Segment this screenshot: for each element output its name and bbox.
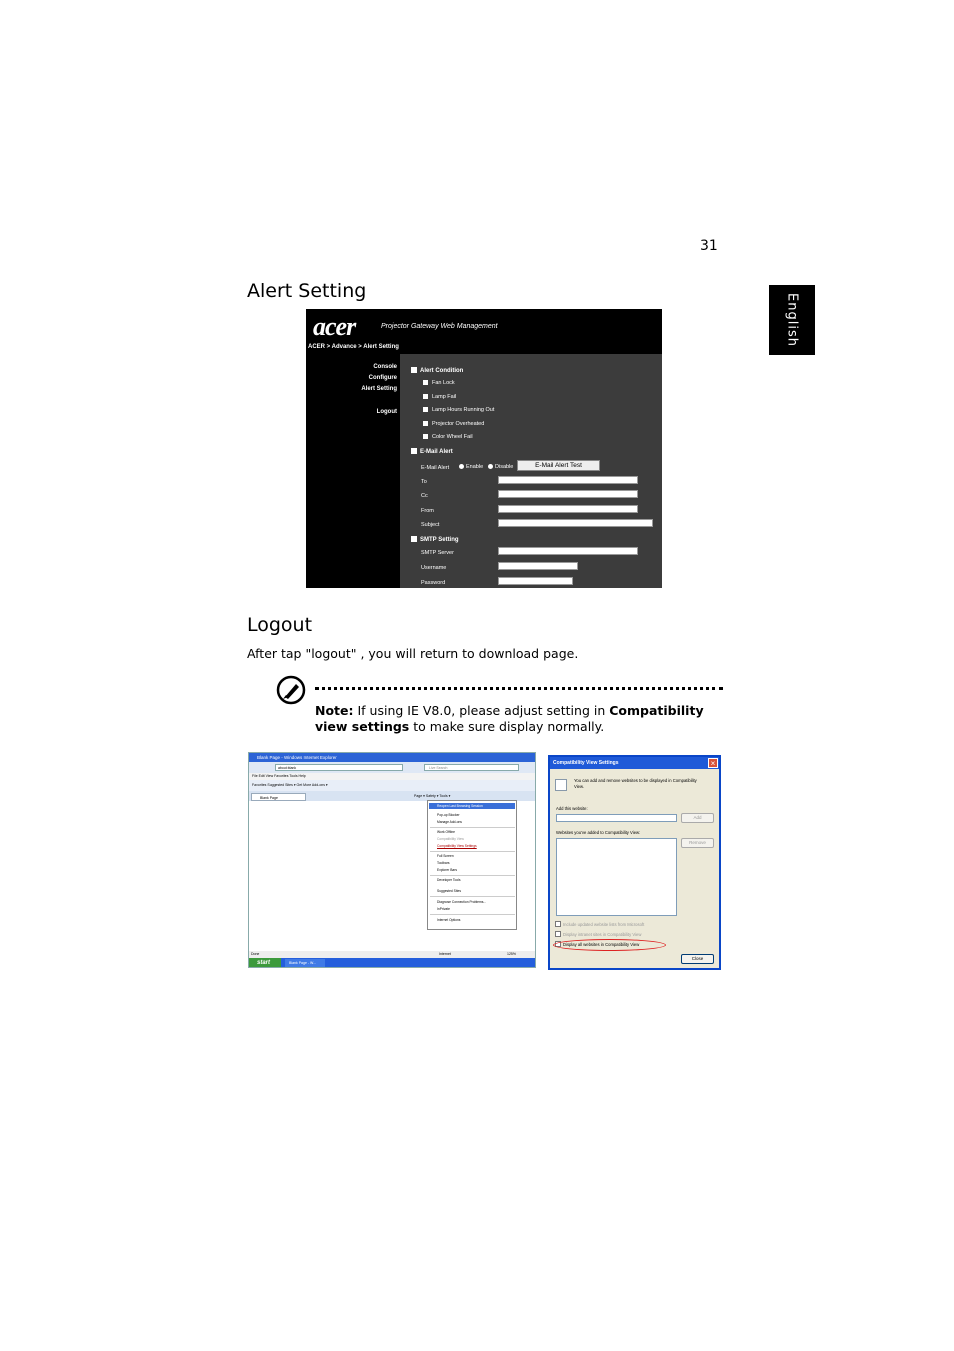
status-text: Done [251,952,260,956]
add-button[interactable]: Add [681,813,714,823]
checkbox-icon [555,921,561,927]
checkbox-icon [423,407,428,412]
tools-menu-item[interactable]: Internet Options [437,918,461,922]
username-input[interactable] [498,562,578,570]
expand-icon [411,448,417,454]
lamp-hours-checkbox[interactable]: Lamp Hours Running Out [423,407,494,413]
page-icon [555,779,567,791]
zone-text: Internet [439,952,451,956]
to-input[interactable] [498,476,638,484]
menu-configure[interactable]: Configure [368,375,397,381]
option-updated-lists[interactable]: Include updated website lists from Microsoft [555,921,644,927]
dialog-intro: You can add and remove websites to be displayed in Compatibility View. [574,778,697,789]
note-icon [276,675,306,705]
lamp-fail-checkbox[interactable]: Lamp Fail [423,394,456,400]
language-tab [769,285,815,355]
logout-description: After tap "logout" , you will return to download page. [247,646,579,661]
remove-button[interactable]: Remove [681,838,714,848]
checkbox-icon [555,931,561,937]
page-number: 31 [700,238,718,254]
tools-menu-item[interactable]: Work Offline [437,830,456,834]
enable-radio[interactable]: Enable [459,464,483,470]
taskbar [249,958,535,968]
compat-view-settings-item[interactable]: Compatibility View Settings [437,844,477,848]
ie-status-bar [249,951,535,958]
close-icon[interactable]: × [708,758,718,768]
menu-separator [430,914,515,915]
from-label: From [421,508,434,514]
logout-heading: Logout [247,614,313,636]
tools-menu-item[interactable]: Full Screen [437,854,454,858]
tools-menu-item[interactable]: Explorer Bars [437,868,457,872]
tools-menu-item[interactable]: Diagnose Connection Problems... [437,900,487,904]
radio-icon [488,464,493,469]
tools-menu-item[interactable]: Pop-up Blocker [437,813,460,817]
breadcrumb: ACER > Advance > Alert Setting [308,344,399,350]
alert-condition-section: Alert Condition [411,367,463,374]
ie-command-bar[interactable]: Page ▾ Safety ▾ Tools ▾ [414,794,451,798]
email-alert-section: E-Mail Alert [411,448,453,455]
menu-separator [430,827,515,828]
ie-tab[interactable]: Blank Page [251,793,306,801]
username-label: Username [421,565,447,571]
tools-menu-item[interactable]: Developer Tools [437,878,461,882]
tools-menu-item[interactable]: Manage Add-ons [437,820,462,824]
web-subtitle: Projector Gateway Web Management [381,323,498,330]
address-input[interactable]: about:blank [275,764,403,771]
dialog-title: Compatibility View Settings [550,757,719,769]
option-intranet[interactable]: Display intranet sites in Compatibility View [555,931,641,937]
compat-view-dialog [548,755,721,970]
highlight-circle [553,939,666,951]
subject-input[interactable] [498,519,653,527]
close-button[interactable]: Close [681,954,714,964]
radio-icon [459,464,464,469]
menu-console[interactable]: Console [373,364,397,370]
ie-favorites-bar[interactable]: Favorites Suggested Sites ▾ Get More Add-ons ▾ [249,780,535,791]
taskbar-window[interactable]: Blank Page - W... [285,959,325,968]
password-input[interactable] [498,577,573,585]
subject-label: Subject [421,522,440,528]
ie-menu-bar[interactable]: File Edit View Favorites Tools Help [249,773,535,780]
option-all-websites[interactable]: Display all websites in Compatibility View [555,941,639,947]
cc-label: Cc [421,493,428,499]
from-input[interactable] [498,505,638,513]
smtp-section: SMTP Setting [411,536,459,543]
tools-menu-item[interactable]: Toolbars [437,861,450,865]
note-divider [315,687,723,690]
tools-menu-item[interactable]: Suggested Sites [437,889,462,893]
checkbox-icon [423,394,428,399]
note-bold: Compatibility view settings [315,703,704,734]
side-menu [306,354,400,588]
tools-menu [427,800,517,930]
ie-title-bar: Blank Page - Windows Internet Explorer [249,753,535,762]
password-label: Password [421,580,446,586]
alert-setting-screenshot [306,309,662,588]
expand-icon [411,367,417,373]
tools-menu-item[interactable]: Compatibility View [437,837,464,841]
search-input[interactable]: Live Search [424,764,519,771]
tools-menu-item[interactable]: Reopen Last Browsing Session [429,803,515,809]
to-label: To [421,479,427,485]
alert-setting-heading: Alert Setting [247,280,367,302]
email-alert-test-button[interactable]: E-Mail Alert Test [517,460,600,471]
expand-icon [411,536,417,542]
ie-address-row [249,762,535,773]
tools-menu-item[interactable]: InPrivate [437,907,451,911]
websites-list[interactable] [556,838,677,916]
menu-separator [430,851,515,852]
start-button[interactable]: start [249,958,281,968]
disable-radio[interactable]: Disable [488,464,513,470]
checkbox-icon [423,380,428,385]
acer-logo: acer [313,312,356,341]
email-alert-label: E-Mail Alert [421,465,450,471]
cc-input[interactable] [498,490,638,498]
settings-panel [400,354,662,588]
websites-list-label: Websites you've added to Compatibility View: [556,830,641,835]
smtp-server-input[interactable] [498,547,638,555]
note-label: Note: [315,703,354,718]
menu-logout[interactable]: Logout [376,409,397,415]
menu-separator [430,896,515,897]
add-website-input[interactable] [556,814,677,822]
checkbox-icon [423,421,428,426]
color-wheel-checkbox[interactable]: Color Wheel Fail [423,434,473,440]
fan-lock-checkbox[interactable]: Fan Lock [423,380,455,386]
ie-screenshot [248,752,536,968]
checkbox-icon [423,434,428,439]
smtp-server-label: SMTP Server [421,550,454,556]
note-text: Note: If using IE V8.0, please adjust setting in Compatibility view settings to make sure display normally. [315,703,704,734]
add-website-label: Add this website: [556,806,588,811]
menu-separator [430,875,515,876]
menu-alert-setting[interactable]: Alert Setting [361,386,397,392]
zoom-text[interactable]: 125% [507,952,516,956]
overheated-checkbox[interactable]: Projector Overheated [423,421,484,427]
language-tab-label: English [784,293,800,347]
